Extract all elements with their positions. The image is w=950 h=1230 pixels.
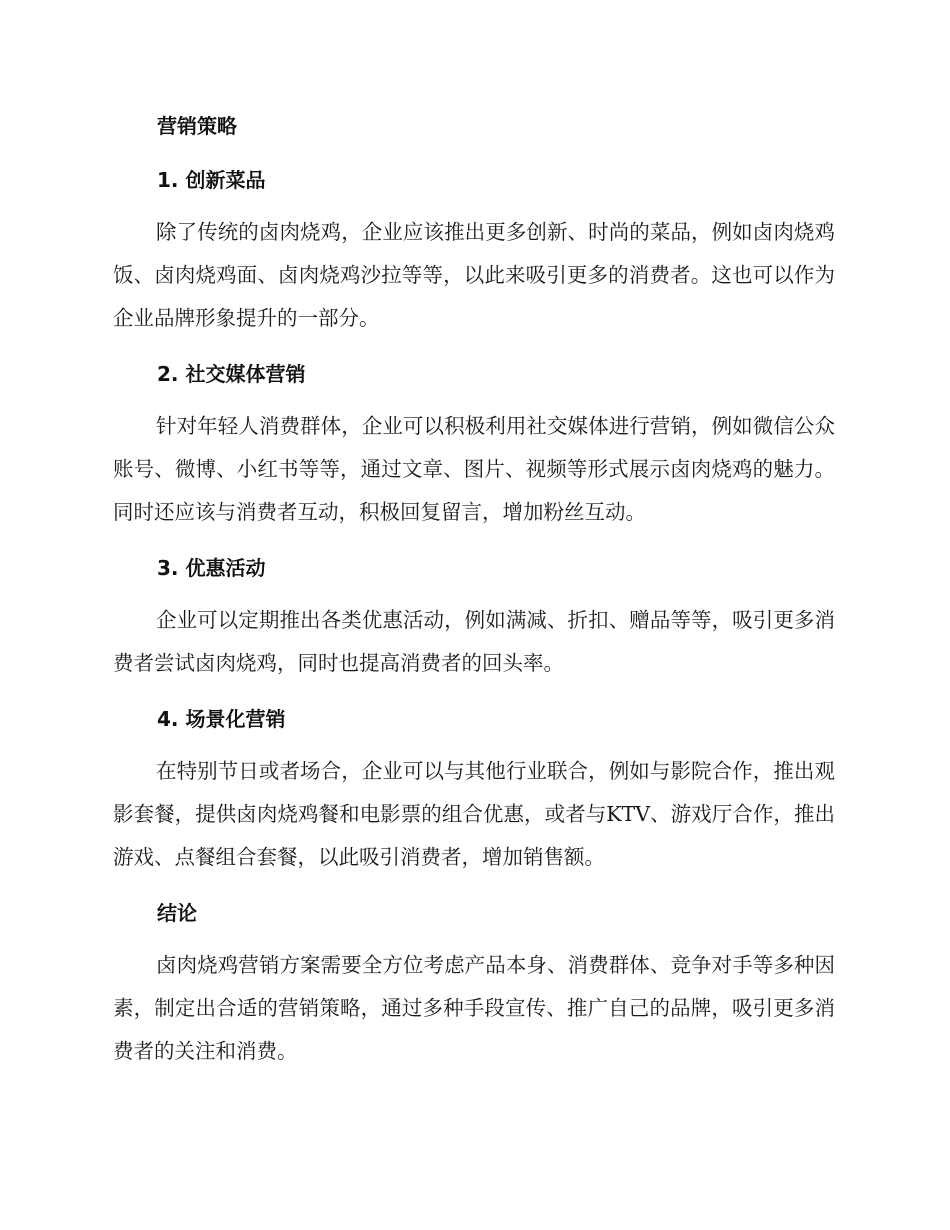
subsection-heading-1: 1. 创新菜品 (157, 168, 266, 192)
subsection-body-1: 除了传统的卤肉烧鸡，企业应该推出更多创新、时尚的菜品，例如卤肉烧鸡饭、卤肉烧鸡面、卤肉烧鸡沙拉等等，以此来吸引更多的消费者。这也可以作为企业品牌形象提升的一部分。 (113, 220, 835, 330)
conclusion-body: 卤肉烧鸡营销方案需要全方位考虑产品本身、消费群体、竞争对手等多种因素，制定出合适的营销策略，通过多种手段宣传、推广自己的品牌，吸引更多消费者的关注和消费。 (113, 953, 835, 1063)
document-content (113, 108, 835, 1073)
subsection-heading-3: 3. 优惠活动 (157, 556, 266, 580)
section-title-marketing-strategy: 营销策略 (157, 114, 237, 138)
subsection-heading-4: 4. 场景化营销 (157, 707, 286, 731)
subsection-heading-2: 2. 社交媒体营销 (157, 362, 306, 386)
subsection-body-4: 在特别节日或者场合，企业可以与其他行业联合，例如与影院合作，推出观影套餐，提供卤肉烧鸡餐和电影票的组合优惠，或者与KTV、游戏厅合作，推出游戏、点餐组合套餐，以此吸引消费者，增加销售额。 (113, 759, 835, 869)
conclusion-heading: 结论 (157, 901, 197, 925)
subsection-body-2: 针对年轻人消费群体，企业可以积极利用社交媒体进行营销，例如微信公众账号、微博、小红书等等，通过文章、图片、视频等形式展示卤肉烧鸡的魅力。同时还应该与消费者互动，积极回复留言，增加粉丝互动。 (113, 414, 835, 524)
subsection-body-3: 企业可以定期推出各类优惠活动，例如满减、折扣、赠品等等，吸引更多消费者尝试卤肉烧鸡，同时也提高消费者的回头率。 (113, 608, 835, 675)
